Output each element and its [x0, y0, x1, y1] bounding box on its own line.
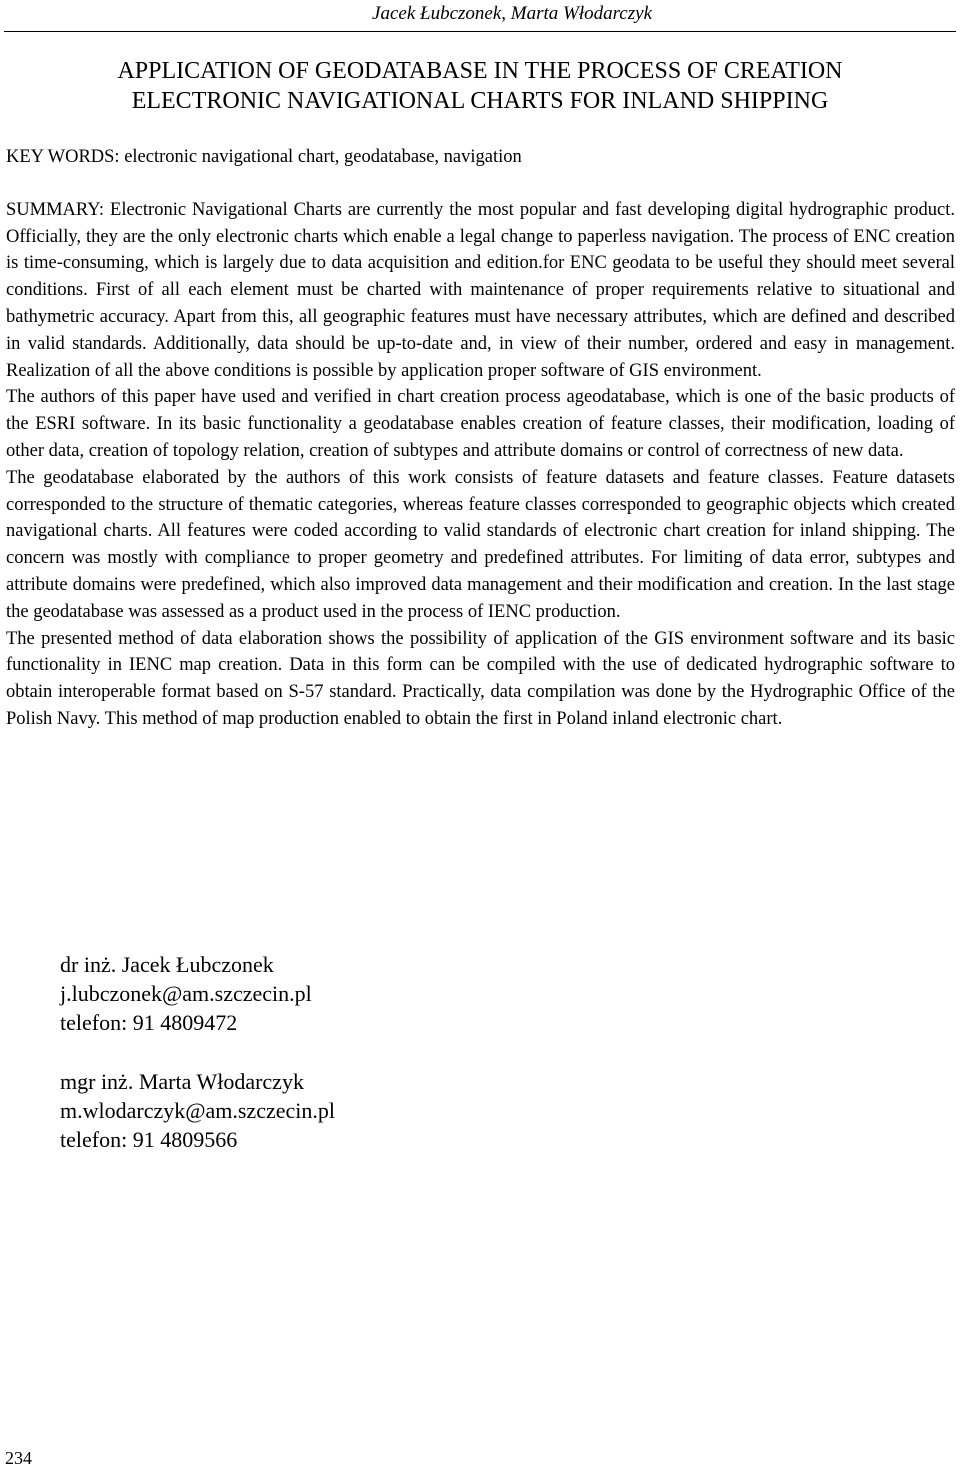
- author-phone: telefon: 91 4809472: [60, 1010, 238, 1035]
- title-line-1: APPLICATION OF GEODATABASE IN THE PROCESS OF CREATION: [117, 58, 843, 84]
- paper-title: [4, 56, 956, 116]
- title-line-2: ELECTRONIC NAVIGATIONAL CHARTS FOR INLAND SHIPPING: [131, 88, 829, 114]
- summary-paragraph: SUMMARY: Electronic Navigational Charts are currently the most popular and fast developing digital hydrographic product. Officially, they are the only electronic charts which enable a legal change to paperless navigation. The process of ENC creation is time-consuming, which is largely due to data acquisition and edition.for ENC geodata to be useful they should meet several conditions. First of all each element must be charted with maintenance of proper requirements relative to situational and bathymetric accuracy. Apart from this, all geographic features must have necessary attributes, which are defined and described in valid standards. Additionally, data should be up-to-date and, in view of their number, ordered and easy in management. Realization of all the above conditions is possible by application proper software of GIS environment.: [6, 199, 955, 381]
- page-number: 234: [5, 1448, 32, 1468]
- body-paragraph-4: The presented method of data elaboration shows the possibility of application of the GIS environment software and its basic functionality in IENC map creation. Data in this form can be compiled with the use of dedicated hydrographic software to obtain interoperable format based on S-57 standard. Practically, data compilation was done by the Hydrographic Office of the Polish Navy. This method of map production enabled to obtain the first in Poland inland electronic chart.: [6, 628, 955, 729]
- author-email: m.wlodarczyk@am.szczecin.pl: [60, 1098, 335, 1123]
- header-rule: [4, 31, 956, 32]
- body-paragraph-3: The geodatabase elaborated by the authors of this work consists of feature datasets and feature classes. Feature datasets corresponded to the structure of thematic categories, whereas feature classes corresponded to geographic objects which created navigational charts. All features were coded according to valid standards of electronic chart creation for inland shipping. The concern was mostly with compliance to proper geometry and predefined attributes. For limiting of data error, subtypes and attribute domains were predefined, which also improved data management and their modification and creation. In the last stage the geodatabase was assessed as a product used in the process of IENC production.: [6, 467, 955, 622]
- author-contacts: [60, 950, 335, 1184]
- author-block-1: [60, 950, 335, 1037]
- body-paragraph-2: The authors of this paper have used and verified in chart creation process ageodatabase, which is one of the basic products of the ESRI software. In its basic functionality a geodatabase enables creation of feature classes, their modification, loading of other data, creation of topology relation, creation of subtypes and attribute domains or control of correctness of new data.: [6, 387, 955, 461]
- running-head: Jacek Łubczonek, Marta Włodarczyk: [372, 3, 652, 24]
- author-phone: telefon: 91 4809566: [60, 1127, 238, 1152]
- paper-body: [6, 144, 955, 733]
- author-email: j.lubczonek@am.szczecin.pl: [60, 981, 312, 1006]
- keywords: KEY WORDS: electronic navigational chart, geodatabase, navigation: [6, 147, 522, 167]
- author-block-2: [60, 1067, 335, 1154]
- author-name: mgr inż. Marta Włodarczyk: [60, 1069, 304, 1094]
- author-name: dr inż. Jacek Łubczonek: [60, 952, 274, 977]
